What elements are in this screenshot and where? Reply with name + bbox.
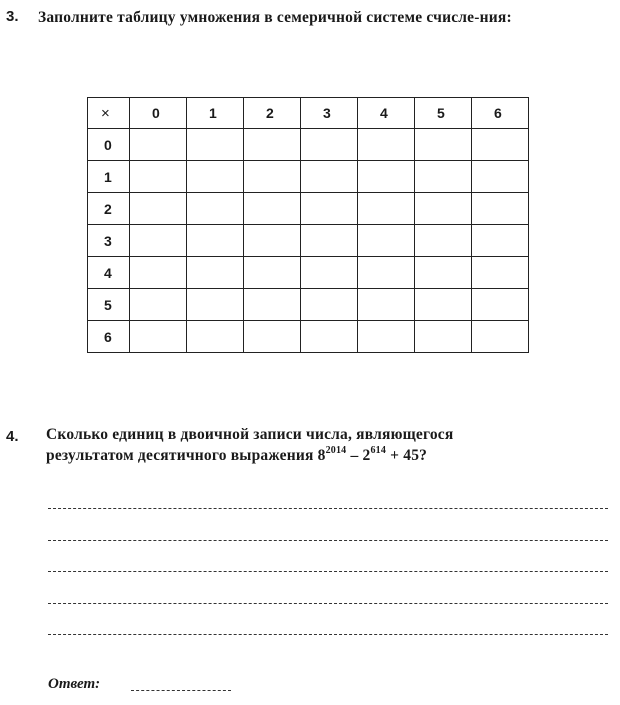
answer-label: Ответ: [48,676,101,692]
table-cell[interactable] [187,321,244,353]
table-cell[interactable] [301,161,358,193]
row-header: 5 [88,289,130,321]
expression-base-2: 2 [362,447,371,464]
answer-line[interactable] [48,571,608,572]
table-cell[interactable] [472,321,529,353]
table-row [88,129,529,161]
table-cell[interactable] [358,193,415,225]
column-header: 2 [244,98,301,129]
table-cell[interactable] [415,161,472,193]
answer-line[interactable] [48,634,608,635]
column-header: 0 [130,98,187,129]
row-header: 4 [88,257,130,289]
table-row [88,257,529,289]
table-row [88,225,529,257]
table-cell[interactable] [301,289,358,321]
table-cell[interactable] [244,257,301,289]
task-4-number: 4. [6,428,19,445]
table-cell[interactable] [301,193,358,225]
column-header: 1 [187,98,244,129]
table-cell[interactable] [187,225,244,257]
task-4-text-line1: Сколько единиц в двоичной записи числа, являющегося [46,426,454,443]
table-cell[interactable] [472,193,529,225]
column-header: 6 [472,98,529,129]
table-cell[interactable] [130,129,187,161]
multiplication-table [87,97,529,353]
row-header: 6 [88,321,130,353]
task-3-number: 3. [6,8,19,25]
answer-line[interactable] [48,603,608,604]
table-cell[interactable] [130,193,187,225]
table-cell[interactable] [415,257,472,289]
table-cell[interactable] [415,289,472,321]
table-cell[interactable] [358,225,415,257]
row-header: 2 [88,193,130,225]
table-cell[interactable] [472,289,529,321]
column-header: 3 [301,98,358,129]
table-cell[interactable] [130,225,187,257]
table-cell[interactable] [415,193,472,225]
task-4-text [46,424,606,466]
table-cell[interactable] [130,289,187,321]
table-row [88,321,529,353]
table-cell[interactable] [244,225,301,257]
answer-blank-field[interactable] [131,690,231,691]
row-header: 1 [88,161,130,193]
table-cell[interactable] [187,161,244,193]
table-cell[interactable] [187,289,244,321]
table-row [88,289,529,321]
table-cell[interactable] [415,225,472,257]
table-corner-symbol: × [88,98,130,129]
table-cell[interactable] [472,161,529,193]
task-3-text: Заполните таблицу умножения в семеричной системе счисле-ния: [38,9,512,26]
table-cell[interactable] [187,129,244,161]
table-row [88,161,529,193]
table-cell[interactable] [130,321,187,353]
task-4-text-line2-prefix: результатом десятичного выражения [46,447,318,464]
table-cell[interactable] [130,257,187,289]
column-header: 5 [415,98,472,129]
table-cell[interactable] [130,161,187,193]
table-cell[interactable] [358,289,415,321]
table-cell[interactable] [358,257,415,289]
table-cell[interactable] [187,193,244,225]
table-cell[interactable] [358,129,415,161]
table-cell[interactable] [358,321,415,353]
table-cell[interactable] [301,225,358,257]
table-cell[interactable] [244,193,301,225]
table-cell[interactable] [301,257,358,289]
table-cell[interactable] [358,161,415,193]
table-cell[interactable] [244,161,301,193]
row-header: 0 [88,129,130,161]
table-header-row [88,98,529,129]
table-cell[interactable] [472,129,529,161]
table-cell[interactable] [244,321,301,353]
table-cell[interactable] [301,129,358,161]
column-header: 4 [358,98,415,129]
table-cell[interactable] [301,321,358,353]
table-cell[interactable] [472,257,529,289]
table-cell[interactable] [472,225,529,257]
answer-line[interactable] [48,540,608,541]
answer-line[interactable] [48,508,608,509]
expression-exponent-2: 614 [370,445,387,456]
expression-base-1: 8 [317,447,326,464]
expression-tail: + 45? [386,447,428,464]
expression-minus: – [346,447,363,464]
table-row [88,193,529,225]
table-cell[interactable] [244,129,301,161]
table-cell[interactable] [415,129,472,161]
table-cell[interactable] [415,321,472,353]
table-cell[interactable] [187,257,244,289]
expression-exponent-1: 2014 [325,445,347,456]
row-header: 3 [88,225,130,257]
table-cell[interactable] [244,289,301,321]
